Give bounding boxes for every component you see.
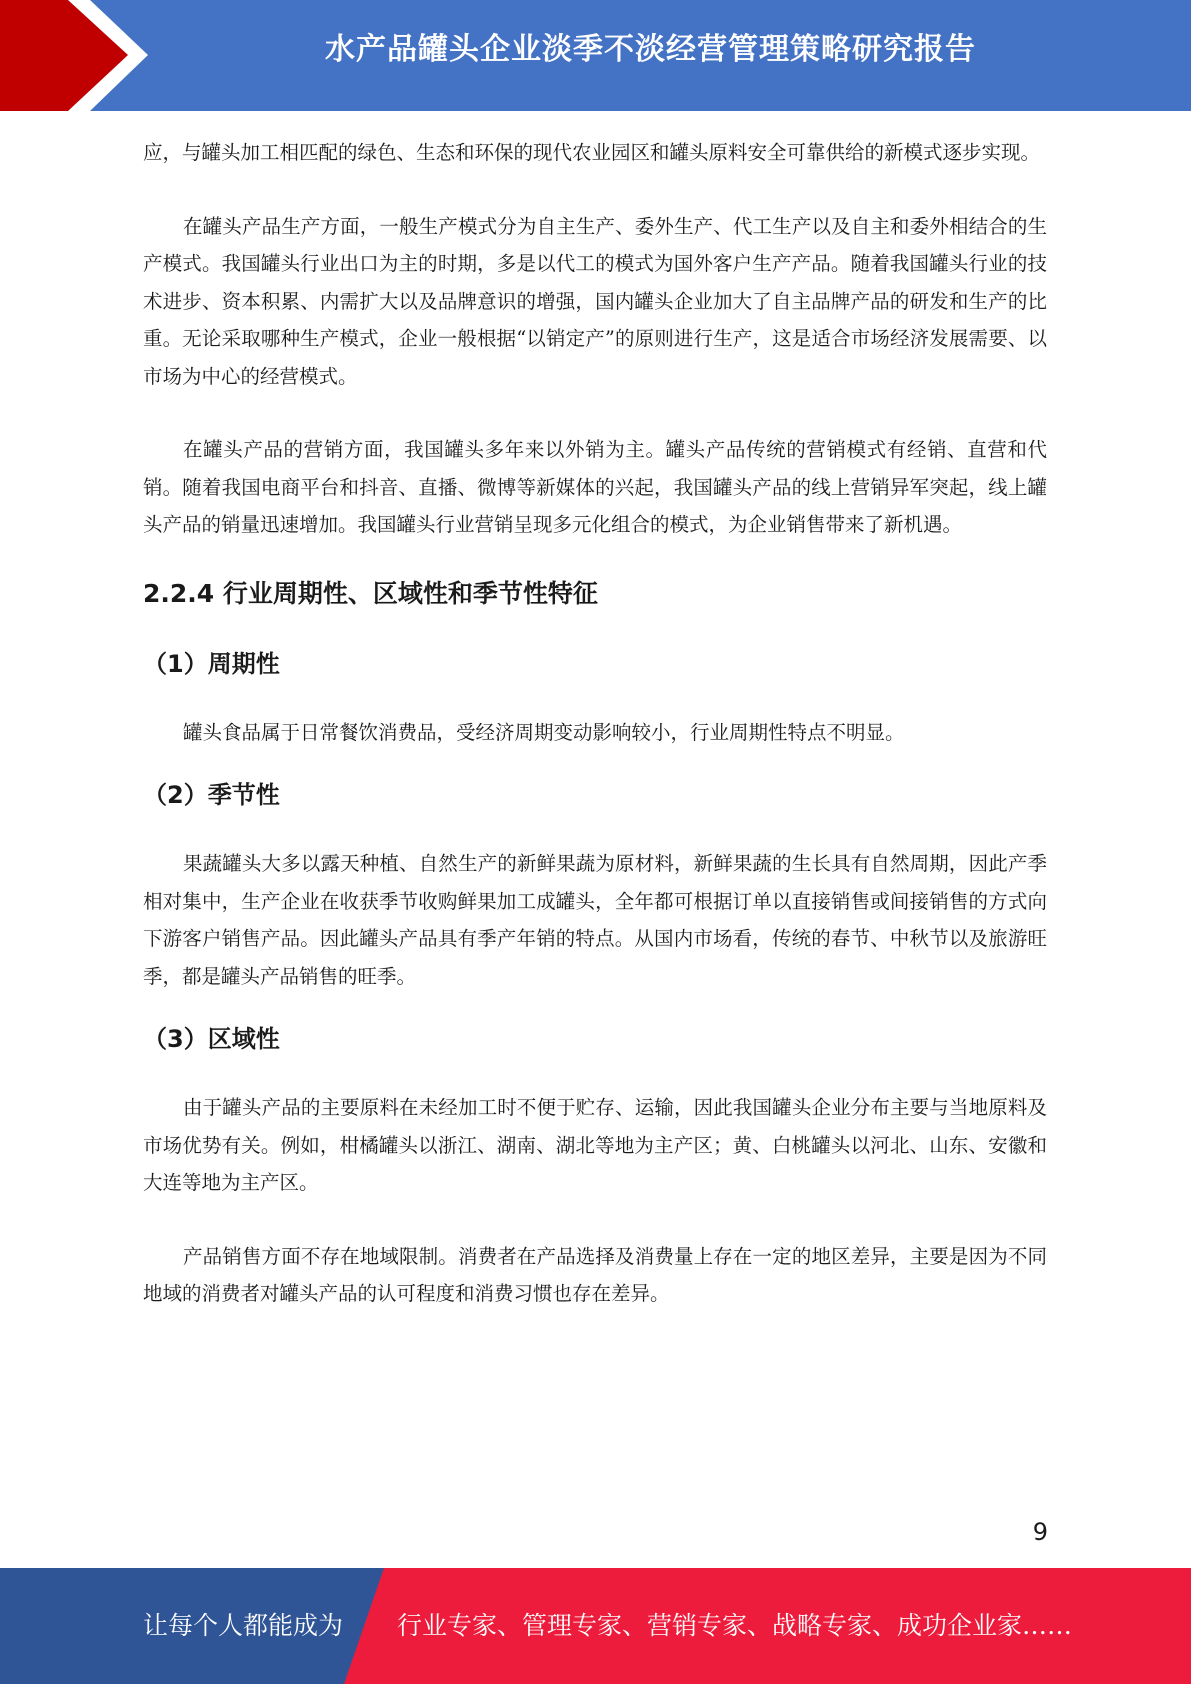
page-header [0,0,1191,111]
paragraph-cyclical: 罐头食品属于日常餐饮消费品，受经济周期变动影响较小，行业周期性特点不明显。 [183,720,905,744]
paragraph-sales-region: 产品销售方面不存在地域限制。消费者在产品选择及消费量上存在一定的地区差异，主要是因为不同地域的消费者对罐头产品的认可程度和消费习惯也存在差异。 [143,1244,1047,1305]
section-heading: 2.2.4 行业周期性、区域性和季节性特征 [143,578,598,608]
paragraph-marketing: 在罐头产品的营销方面，我国罐头多年来以外销为主。罐头产品传统的营销模式有经销、直营和代销。随着我国电商平台和抖音、直播、微博等新媒体的兴起，我国罐头产品的线上营销异军突起，线上罐头产品的销量迅速增加。我国罐头行业营销呈现多元化组合的模式，为企业销售带来了新机遇。 [143,438,1047,536]
footer-slogan-right: 行业专家、管理专家、营销专家、战略专家、成功企业家…… [397,1611,1073,1640]
paragraph-continuation: 应，与罐头加工相匹配的绿色、生态和环保的现代农业园区和罐头原料安全可靠供给的新模式逐步实现。 [143,141,1041,164]
paragraph-regional: 由于罐头产品的主要原料在未经加工时不便于贮存、运输，因此我国罐头企业分布主要与当地原料及市场优势有关。例如，柑橘罐头以浙江、湖南、湖北等地为主产区；黄、白桃罐头以河北、山东、安徽和大连等地为主产区。 [143,1096,1047,1194]
paragraph-seasonal: 果蔬罐头大多以露天种植、自然生产的新鲜果蔬为原材料，新鲜果蔬的生长具有自然周期，因此产季相对集中，生产企业在收获季节收购鲜果加工成罐头，全年都可根据订单以直接销售或间接销售的方式向下游客户销售产品。因此罐头产品具有季产年销的特点。从国内市场看，传统的春节、中秋节以及旅游旺季，都是罐头产品销售的旺季。 [143,852,1047,988]
page-footer [0,1568,1191,1684]
subheading-cyclical: （1）周期性 [143,649,280,678]
paragraph-production: 在罐头产品生产方面，一般生产模式分为自主生产、委外生产、代工生产以及自主和委外相结合的生产模式。我国罐头行业出口为主的时期，多是以代工的模式为国外客户生产产品。随着我国罐头行业的技术进步、资本积累、内需扩大以及品牌意识的增强，国内罐头企业加大了自主品牌产品的研发和生产的比重。无论采取哪种生产模式，企业一般根据“以销定产”的原则进行生产，这是适合市场经济发展需要、以市场为中心的经营模式。 [143,214,1047,388]
document-body [143,134,1047,1313]
footer-slogan-left: 让每个人都能成为 [143,1611,344,1640]
subheading-seasonal: （2）季节性 [143,781,280,809]
page-number: 9 [1032,1518,1048,1546]
subheading-regional: （3）区域性 [143,1025,280,1053]
header-title: 水产品罐头企业淡季不淡经营管理策略研究报告 [325,32,976,67]
header-arrow-decoration [0,0,160,111]
